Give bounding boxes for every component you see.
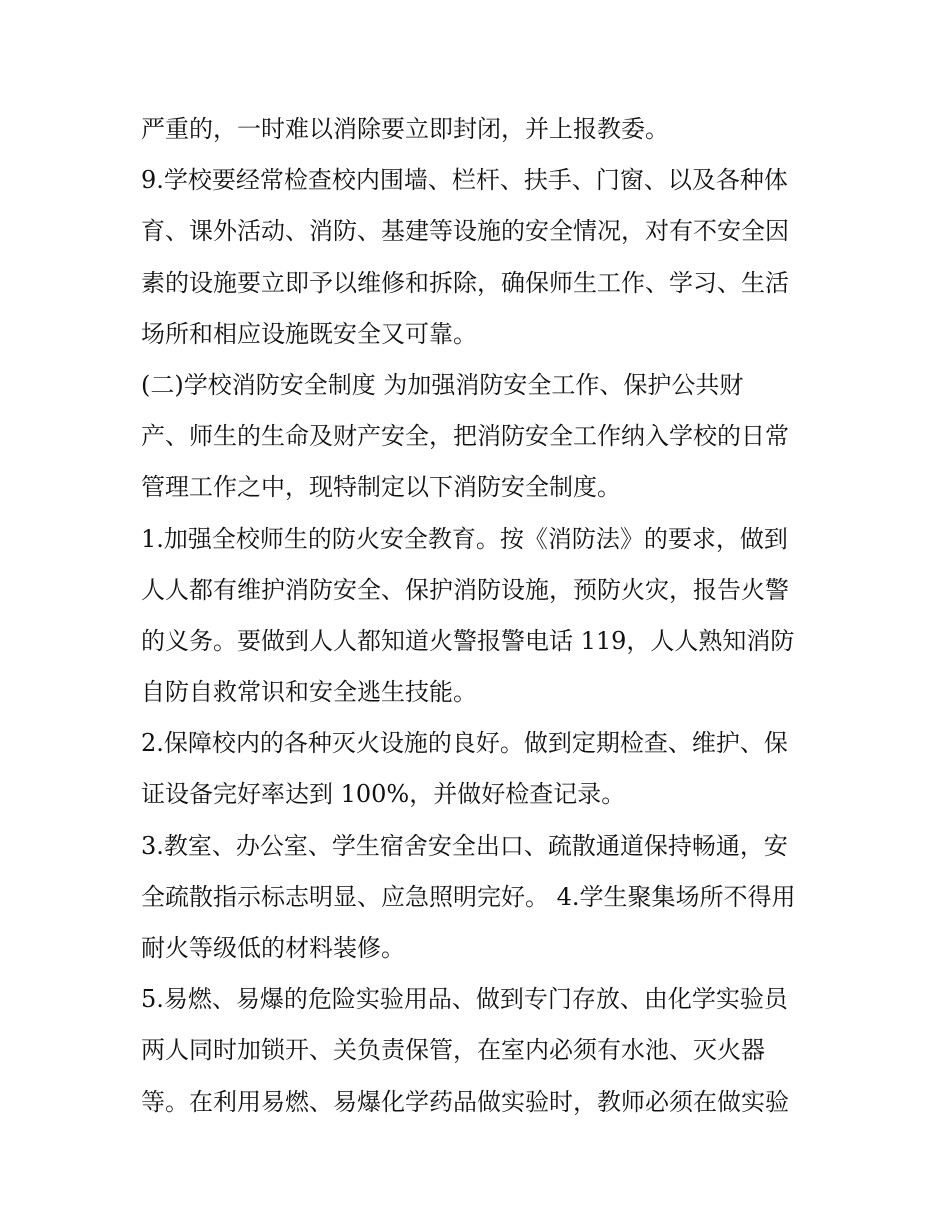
text-line: 5.易燃、易爆的危险实验用品、做到专门存放、由化学实验员 bbox=[141, 985, 788, 1014]
text-line: 两人同时加锁开、关负责保管，在室内必须有水池、灭火器 bbox=[141, 1036, 765, 1065]
text-line: 自防自救常识和安全逃生技能。 bbox=[141, 678, 477, 707]
text-line: 3.教室、办公室、学生宿舍安全出口、疏散通道保持畅通，安 bbox=[141, 831, 788, 860]
text-line: 的义务。要做到人人都知道火警报警电话 119，人人熟知消防 bbox=[141, 626, 795, 655]
text-line: 全疏散指示标志明显、应急照明完好。 4.学生聚集场所不得用 bbox=[141, 882, 796, 911]
text-line: (二)学校消防安全制度 为加强消防安全工作、保护公共财 bbox=[141, 370, 744, 399]
text-line: 严重的，一时难以消除要立即封闭，并上报教委。 bbox=[141, 115, 669, 143]
text-line: 证设备完好率达到 100%，并做好检查记录。 bbox=[141, 780, 626, 809]
text-line: 管理工作之中，现特制定以下消防安全制度。 bbox=[141, 473, 621, 502]
text-line: 育、课外活动、消防、基建等设施的安全情况，对有不安全因 bbox=[141, 217, 789, 246]
text-line: 1.加强全校师生的防火安全教育。按《消防法》的要求，做到 bbox=[141, 524, 788, 553]
text-line: 人人都有维护消防安全、保护消防设施，预防火灾，报告火警 bbox=[141, 575, 789, 604]
body-text bbox=[141, 108, 821, 1132]
text-line: 产、师生的生命及财产安全，把消防安全工作纳入学校的日常 bbox=[141, 422, 789, 451]
text-line: 场所和相应设施既安全又可靠。 bbox=[141, 319, 477, 348]
text-line: 耐火等级低的材料装修。 bbox=[141, 934, 405, 962]
text-line: 等。在利用易燃、易爆化学药品做实验时，教师必须在做实验 bbox=[141, 1087, 789, 1116]
text-line: 2.保障校内的各种灭火设施的良好。做到定期检查、维护、保 bbox=[141, 729, 788, 758]
text-line: 9.学校要经常检查校内围墙、栏杆、扶手、门窗、以及各种体 bbox=[141, 166, 788, 195]
text-line: 素的设施要立即予以维修和拆除，确保师生工作、学习、生活 bbox=[141, 268, 789, 297]
